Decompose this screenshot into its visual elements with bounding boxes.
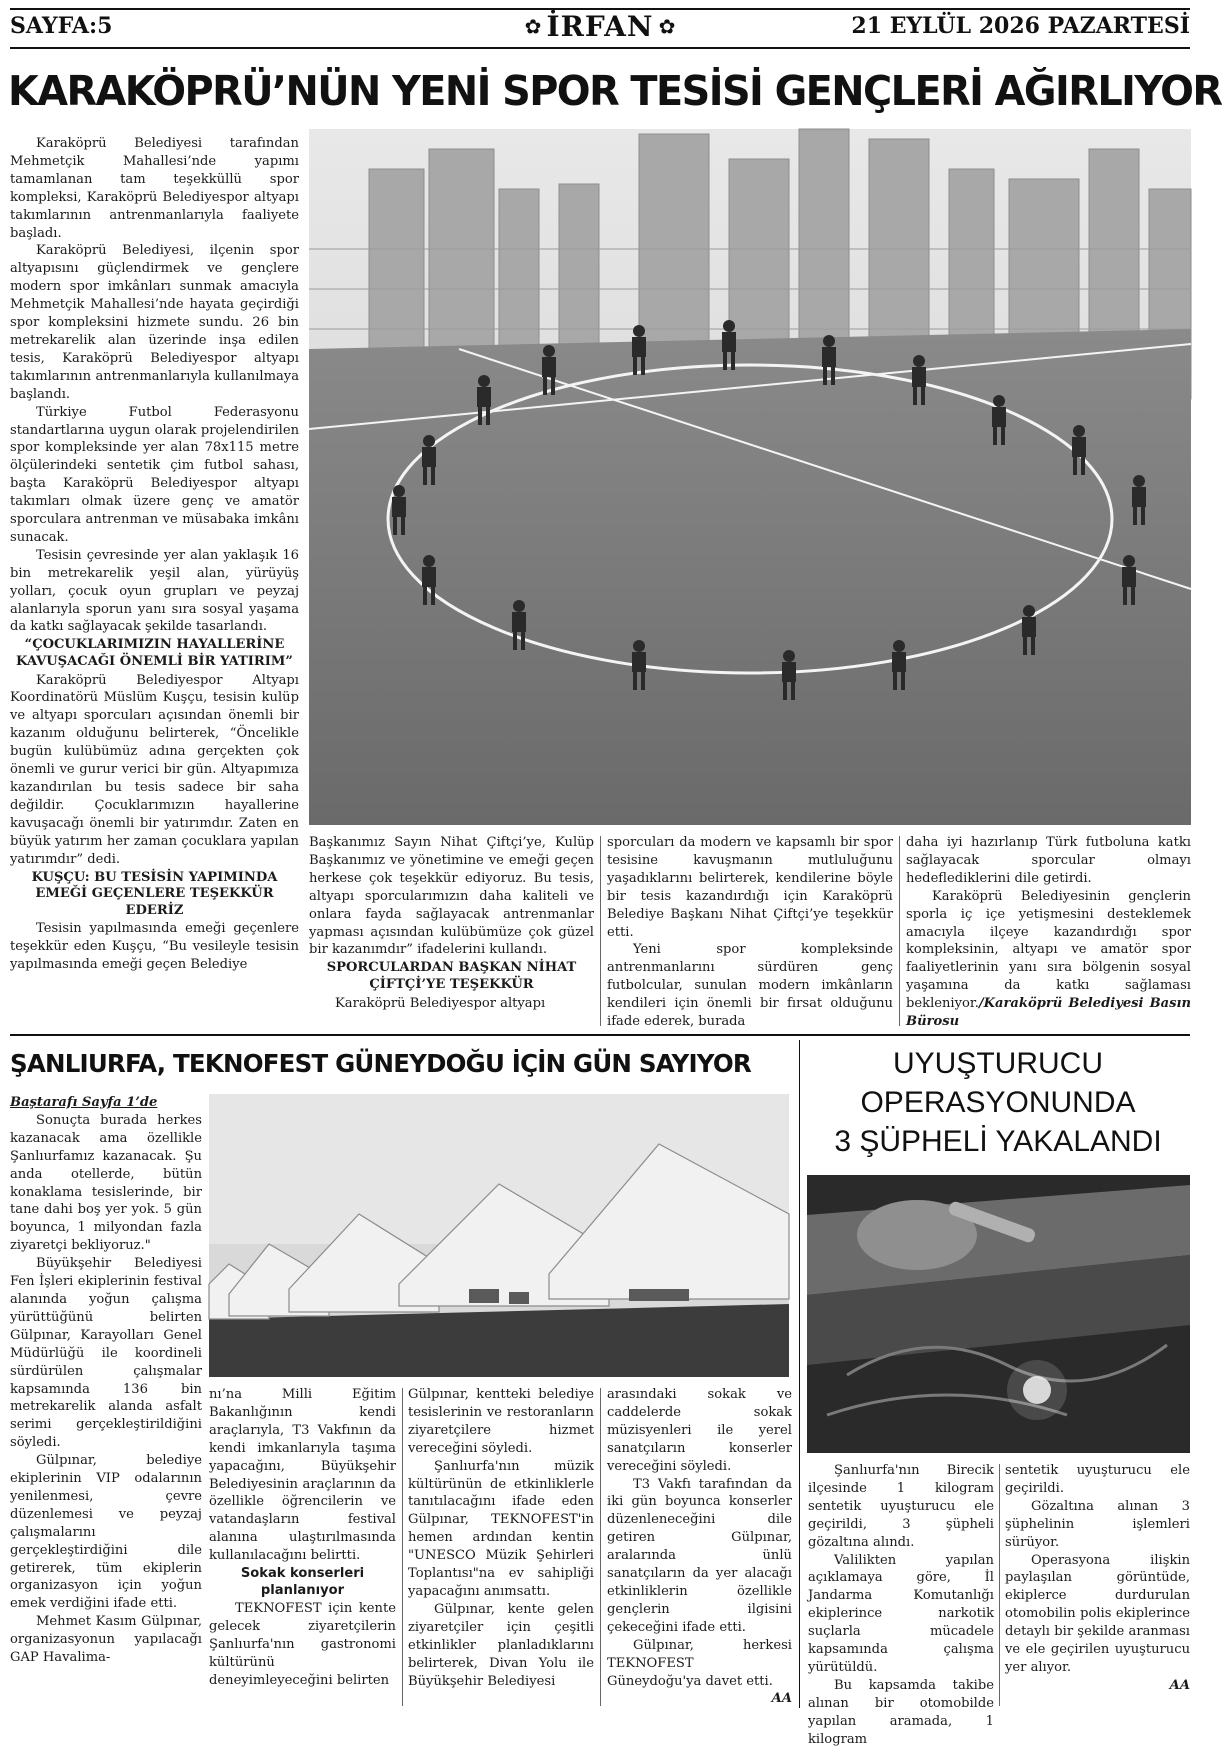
- festival-tents-photo: [209, 1094, 789, 1377]
- continued-from: Baştarafı Sayfa 1’de: [10, 1095, 158, 1110]
- paragraph: daha iyi hazırlanıp Türk futboluna katkı sağlayacak sporcular olmayı hedeflediklerini dile getirdi.: [906, 835, 1191, 886]
- football-field-photo: [309, 129, 1191, 825]
- article1-col4: [906, 834, 1191, 1030]
- paragraph: Karaköprü Belediyespor altyapı: [335, 995, 546, 1011]
- headline-line: UYUŞTURUCU: [893, 1047, 1103, 1080]
- article3-col1: [808, 1462, 994, 1747]
- paragraph: sentetik uyuşturucu ele geçirildi.: [1005, 1463, 1190, 1496]
- subheading: SPORCULARDAN BAŞKAN NİHAT ÇİFTÇİ’YE TEŞEKKÜR: [326, 960, 577, 992]
- section-rule: [10, 1034, 1190, 1036]
- subheading: Sokak konserleri planlanıyor: [240, 1566, 365, 1598]
- paragraph: Başkanımız Sayın Nihat Çiftçi’ye, Kulüp Başkanımız ve yönetimine ve emeği geçen herkese çok teşekkür ediyoruz. Bu tesis, altyapı sporcularımızın daha kaliteli ve onlara fayda sağlayacak antrenmanlar yapması açısından kulübümüze çok güzel bir kazanımdır” ifadelerini kullandı.: [309, 835, 594, 958]
- paragraph: Gülpınar, belediye ekiplerinin VIP odalarının yenilenmesi, çevre düzenlemesi ve peyzaj çalışmalarını gerçekleştirdiğini dile getirerek, tüm ekiplerin organizasyon için yoğun emek verdiğini ifade etti.: [10, 1453, 202, 1612]
- article2-col3: [408, 1386, 594, 1710]
- paragraph-text: Karaköprü Belediyesinin gençlerin sporla iç içe yetişmesini desteklemek amacıyla ilçeye kazandırdığı spor kompleksinin, altyapı ve amatör spor faaliyetlerinin yanı sıra bölgenin sosyal yaşamına da katkı sağlaması bekleniyor.: [906, 888, 1191, 1012]
- masthead-logo: [510, 10, 690, 46]
- paragraph: nı’na Milli Eğitim Bakanlığının kendi araçlarıyla, T3 Vakfının da kendi imkanlarıyla taşıma yapacağını, Büyükşehir Belediyesinin araçlarının da özellikle öğrencilerin ve vatandaşların festival alanına ulaştırılmasında kullanılacağını belirtti.: [209, 1387, 396, 1564]
- paragraph: Karaköprü Belediyesi tarafından Mehmetçik Mahallesi’nde yapımı tamamlanan tam teşekküllü spor kompleksi, Karaköprü Belediyespor altyapı takımlarının antrenmanlarıyla faaliyete başladı.: [10, 136, 299, 241]
- car-search-photo: [807, 1175, 1190, 1453]
- paragraph: Gülpınar, kente gelen ziyaretçiler için çeşitli etkinlikler planladıklarını belirterek, Divan Yolu ile Büyükşehir Belediyesi: [408, 1601, 594, 1689]
- section-divider: [799, 1040, 800, 1708]
- article2-col1: [10, 1094, 202, 1710]
- masthead-rule: [10, 47, 1190, 49]
- paragraph: Büyükşehir Belediyesi Fen İşleri ekiplerinin festival alanında yoğun çalışma yürüttüğünü belirten Gülpınar, Karayolları Genel Müdürlüğü ile koordineli sürdürülen çalışmalar kapsamında 136 bin metrekarelik alanda asfalt serimi gerçekleştirildiğini söyledi.: [10, 1256, 202, 1451]
- flame-icon: ✿: [524, 14, 542, 39]
- paragraph: Mehmet Kasım Gülpınar, organizasyonun yapılacağı GAP Havalima-: [10, 1614, 202, 1666]
- paragraph: Yeni spor kompleksinde antrenmanlarını sürdüren genç futbolcular, sunulan modern imkânların kendileri için önemli bir fırsat olduğunu ifade ederek, burada: [607, 942, 893, 1030]
- paragraph: Gülpınar, herkesi TEKNOFEST Güneydoğu'ya davet etti.: [607, 1637, 792, 1689]
- paragraph: Valilikten yapılan açıklamaya göre, İl Jandarma Komutanlığı ekiplerince narkotik suçlarla mücadele kapsamında çalışma yürütüldü.: [808, 1552, 994, 1675]
- article2-col2: [209, 1386, 396, 1710]
- article1-col1: [10, 135, 299, 1028]
- column-divider: [600, 1388, 601, 1706]
- paragraph: Gözaltına alınan 3 şüphelinin işlemleri sürüyor.: [1005, 1498, 1190, 1550]
- paragraph: arasındaki sokak ve caddelerde sokak müzisyenleri ile yerel sanatçıların konserler vereceğini söyledi.: [607, 1387, 792, 1474]
- article2-col4: [607, 1386, 792, 1710]
- paragraph: [906, 888, 1191, 1031]
- article1-headline: KARAKÖPRÜ’NÜN YENİ SPOR TESİSİ GENÇLERİ AĞIRLIYOR: [8, 67, 1222, 115]
- logo-text: İRFAN: [546, 10, 654, 43]
- headline-line: 3 ŞÜPHELİ YAKALANDI: [834, 1125, 1162, 1158]
- article3-headline: [806, 1044, 1190, 1161]
- column-divider: [899, 836, 900, 1026]
- page-number: SAYFA:5: [10, 13, 113, 39]
- subheading: “ÇOCUKLARIMIZIN HAYALLERİNE KAVUŞACAĞI ÖNEMLİ BİR YATIRIM”: [16, 637, 293, 669]
- article1-col2: [309, 834, 594, 1030]
- headline-line: OPERASYONUNDA: [860, 1086, 1136, 1119]
- paragraph: Karaköprü Belediyespor Altyapı Koordinatörü Müslüm Kuşçu, tesisin kulüp ve altyapı sporcuları açısından önemli bir kazanım olduğunu belirterek, “Öncelikle bugün kulübümüz adına gerçekten çok önemli ve gurur verici bir gün. Altyapımıza kazandırılan bu tesis sadece bir saha değildir. Çocuklarımızın hayallerine kavuşacağı önemli bir yatırımdır. Zaten en büyük yatırım her zaman çocuklara yapılan yatırımdır” dedi.: [10, 672, 299, 867]
- paragraph: Gülpınar, kentteki belediye tesislerinin ve restoranların ziyaretçilere hizmet vereceğini söyledi.: [408, 1387, 594, 1456]
- paragraph: Şanlıurfa'nın müzik kültürünün de etkinliklerle tanıtılacağını ifade eden Gülpınar, TEKNOFEST'in hemen ardından kentin "UNESCO Müzik Şehirleri Toplantısı"na ev sahipliği yapacağını anımsattı.: [408, 1458, 594, 1599]
- subheading: KUŞÇU: BU TESİSİN YAPIMINDA EMEĞİ GEÇENLERE TEŞEKKÜR EDERİZ: [31, 869, 278, 918]
- paragraph: Karaköprü Belediyesi, ilçenin spor altyapısını güçlendirmek ve gençlere modern spor imkânları sunmak amacıyla Mehmetçik Mahallesi’nde hayata geçirdiği spor kompleksini hizmete sundu. 26 bin metrekarelik alan üzerinde inşa edilen tesis, Karaköprü Belediyespor altyapı takımlarının antrenmanlarıyla kullanılmaya başlandı.: [10, 243, 299, 402]
- paragraph: TEKNOFEST için kente gelecek ziyaretçilerin Şanlıurfa'nın gastronomi kültürünü deneyimleyeceğini belirten: [209, 1601, 396, 1688]
- paragraph: Tesisin çevresinde yer alan yaklaşık 16 bin metrekarelik yeşil alan, yürüyüş yolları, çocuk oyun grupları ve peyzaj alanlarıyla sporun yanı sıra sosyal yaşama da katkı sağlayacak şekilde tasarlandı.: [10, 547, 299, 635]
- flame-icon: ✿: [658, 14, 676, 39]
- issue-date: 21 EYLÜL 2026 PAZARTESİ: [851, 13, 1190, 39]
- column-divider: [999, 1464, 1000, 1706]
- paragraph: Bu kapsamda takibe alınan bir otomobilde yapılan aramada, 1 kilogram: [808, 1677, 994, 1747]
- paragraph: Şanlıurfa'nın Birecik ilçesinde 1 kilogram sentetik uyuşturucu ele geçirildi, 3 şüpheli gözaltına alındı.: [808, 1463, 994, 1550]
- paragraph: Tesisin yapılmasında emeği geçenlere teşekkür eden Kuşçu, “Bu vesileyle tesisin yapılmasında emeği geçen Belediye: [10, 921, 299, 973]
- article1-col3: [607, 834, 893, 1030]
- article2-headline: ŞANLIURFA, TEKNOFEST GÜNEYDOĞU İÇİN GÜN SAYIYOR: [10, 1049, 751, 1078]
- article-source: /Karaköprü Belediyesi Basın Bürosu: [906, 996, 1191, 1030]
- article-source: AA: [1169, 1677, 1190, 1693]
- paragraph: Türkiye Futbol Federasyonu standartlarına uygun olarak projelendirilen spor kompleksinde yer alan 78x115 metre ölçülerindeki sentetik çim futbol sahası, başta Karaköprü Belediyespor altyapı takımları olmak üzere genç ve amatör sporculara antrenman ve müsabaka imkânı sunacak.: [10, 404, 299, 545]
- article3-col2: [1005, 1462, 1190, 1710]
- paragraph: Sonuçta burada herkes kazanacak ama özellikle Şanlıurfamız kazanacak. Şu anda otellerde, bütün konaklama tesislerinde, bir tane dahi boş yer yok. 5 gün boyunca, 1 milyondan fazla ziyaretçi bekliyoruz.": [10, 1112, 202, 1254]
- article-source: AA: [771, 1691, 792, 1707]
- paragraph: T3 Vakfı tarafından da iki gün boyunca konserler düzenleneceğini dile getiren Gülpınar, aralarında ünlü sanatçıların da yer alacağı etkinliklerin özellikle gençlerin ilgisini çekeceğini ifade etti.: [607, 1476, 792, 1635]
- paragraph: sporcuları da modern ve kapsamlı bir spor tesisine kavuşmanın mutluluğunu yaşadıklarını belirterek, kendilerine böyle bir tesis kazandırdığı için Karaköprü Belediye Başkanı Nihat Çiftçi’ye teşekkür etti.: [607, 835, 893, 940]
- column-divider: [402, 1388, 403, 1706]
- paragraph: Operasyona ilişkin paylaşılan görüntüde, ekiplerce durdurulan otomobilin polis ekiplerince detaylı bir şekilde aranması ve ele geçirilen uyuşturucu yer alıyor.: [1005, 1552, 1190, 1675]
- column-divider: [600, 836, 601, 1026]
